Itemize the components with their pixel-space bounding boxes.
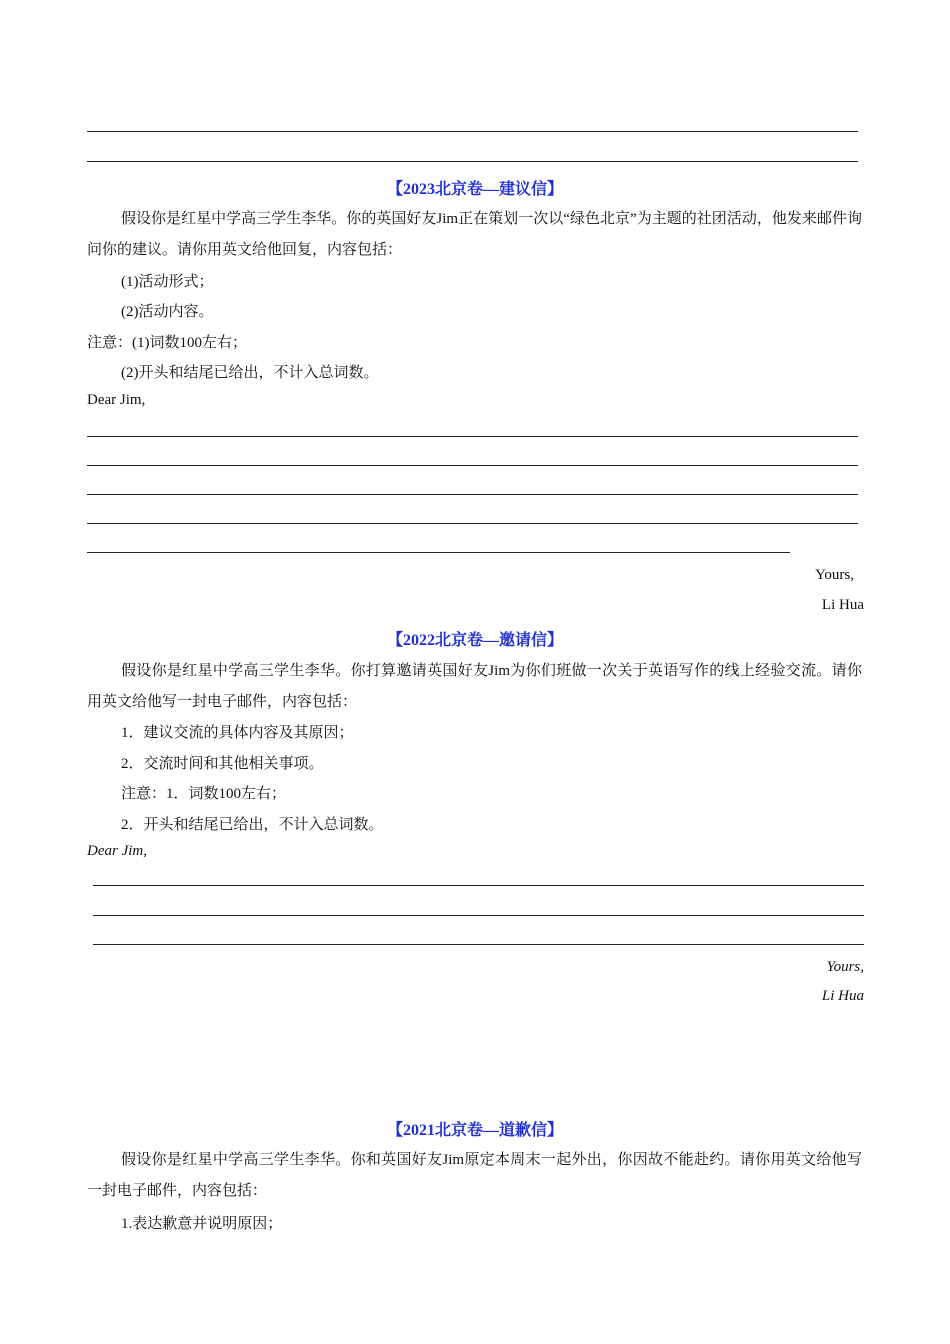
letter-greeting: Dear Jim, <box>87 843 147 859</box>
writing-line <box>87 552 790 553</box>
note-line-2: 2．开头和结尾已给出，不计入总词数。 <box>121 817 384 833</box>
note-line-1: 注意：(1)词数100左右； <box>87 335 247 351</box>
prompt-item-1: (1)活动形式； <box>121 274 214 290</box>
prompt-intro-2021: 假设你是红星中学高三学生李华。你和英国好友Jim原定本周末一起外出，你因故不能赴约。请你用英文给他写一封电子邮件，内容包括： <box>87 1152 862 1199</box>
writing-line <box>87 523 858 524</box>
prompt-item-2: (2)活动内容。 <box>121 304 214 320</box>
writing-line <box>87 465 858 466</box>
prompt-item-2: 2．交流时间和其他相关事项。 <box>121 756 324 772</box>
prompt-item-1: 1．建议交流的具体内容及其原因； <box>121 725 354 741</box>
writing-line <box>87 131 858 132</box>
writing-line <box>93 915 864 916</box>
letter-greeting: Dear Jim, <box>87 392 146 408</box>
section-heading-2022: 【2022北京卷—邀请信】 <box>386 632 563 649</box>
prompt-intro-2023: 假设你是红星中学高三学生李华。你的英国好友Jim正在策划一次以“绿色北京”为主题的社团活动，他发来邮件询问你的建议。请你用英文给他回复，内容包括： <box>87 211 862 258</box>
writing-line <box>87 161 858 162</box>
writing-line <box>93 885 864 886</box>
letter-closing: Yours, <box>826 959 864 975</box>
prompt-intro-2022: 假设你是红星中学高三学生李华。你打算邀请英国好友Jim为你们班做一次关于英语写作的线上经验交流。请你用英文给他写一封电子邮件，内容包括： <box>87 663 862 710</box>
section-heading-2023: 【2023北京卷—建议信】 <box>386 181 563 198</box>
writing-line <box>87 494 858 495</box>
letter-signature: Li Hua <box>821 597 864 613</box>
note-line-1: 注意：1．词数100左右； <box>121 786 287 802</box>
writing-line <box>87 436 858 437</box>
letter-signature: Li Hua <box>821 988 864 1004</box>
letter-closing: Yours, <box>815 567 854 583</box>
writing-line <box>93 944 864 945</box>
note-line-2: (2)开头和结尾已给出，不计入总词数。 <box>121 365 379 381</box>
section-heading-2021: 【2021北京卷—道歉信】 <box>386 1122 563 1139</box>
prompt-item-1: 1.表达歉意并说明原因； <box>121 1216 283 1232</box>
